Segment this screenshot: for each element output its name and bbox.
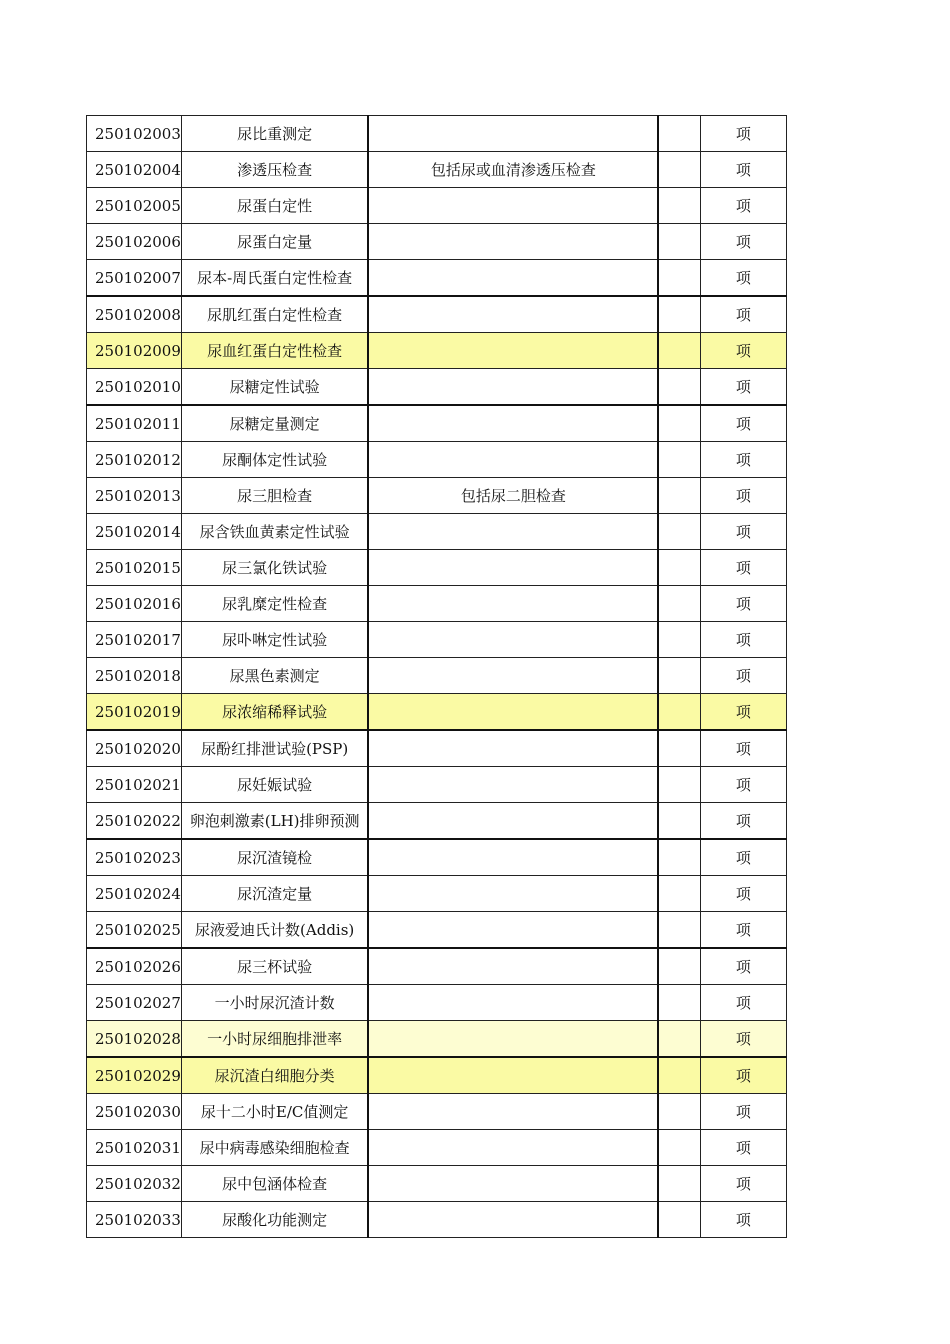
item-code-cell: 250102008 [87,296,182,333]
item-code-cell: 250102004 [87,152,182,188]
empty-cell [658,260,700,297]
table-row [87,948,787,985]
table-row [87,1021,787,1058]
table-row [87,369,787,406]
unit-cell: 项 [700,224,786,260]
item-note-cell [368,876,658,912]
item-name-cell: 尿三杯试验 [181,948,368,985]
item-name-cell: 卵泡刺激素(LH)排卵预测 [181,803,368,840]
item-note-cell [368,550,658,586]
table-row [87,296,787,333]
item-name-cell: 尿本-周氏蛋白定性检查 [181,260,368,297]
unit-cell: 项 [700,694,786,731]
empty-cell [658,188,700,224]
empty-cell [658,876,700,912]
unit-cell: 项 [700,803,786,840]
unit-cell: 项 [700,550,786,586]
table-row [87,550,787,586]
item-code-cell: 250102015 [87,550,182,586]
price-item-table [86,115,787,1238]
unit-cell: 项 [700,1166,786,1202]
empty-cell [658,1202,700,1238]
item-code-cell: 250102021 [87,767,182,803]
item-code-cell: 250102012 [87,442,182,478]
table-row [87,803,787,840]
empty-cell [658,622,700,658]
unit-cell: 项 [700,369,786,406]
table-row [87,260,787,297]
item-code-cell: 250102017 [87,622,182,658]
item-note-cell [368,333,658,369]
item-note-cell [368,839,658,876]
empty-cell [658,116,700,152]
item-note-cell [368,514,658,550]
item-name-cell: 尿血红蛋白定性检查 [181,333,368,369]
item-name-cell: 尿含铁血黄素定性试验 [181,514,368,550]
unit-cell: 项 [700,1057,786,1094]
unit-cell: 项 [700,1130,786,1166]
table-row [87,767,787,803]
empty-cell [658,296,700,333]
item-name-cell: 尿沉渣镜检 [181,839,368,876]
item-name-cell: 尿十二小时E/C值测定 [181,1094,368,1130]
empty-cell [658,1166,700,1202]
item-name-cell: 尿中包涵体检查 [181,1166,368,1202]
table-row [87,188,787,224]
table-row [87,405,787,442]
unit-cell: 项 [700,876,786,912]
empty-cell [658,405,700,442]
item-name-cell: 尿黑色素测定 [181,658,368,694]
table-row [87,839,787,876]
unit-cell: 项 [700,912,786,949]
item-note-cell [368,694,658,731]
item-name-cell: 尿糖定量测定 [181,405,368,442]
item-name-cell: 尿酚红排泄试验(PSP) [181,730,368,767]
unit-cell: 项 [700,296,786,333]
unit-cell: 项 [700,730,786,767]
item-code-cell: 250102018 [87,658,182,694]
unit-cell: 项 [700,767,786,803]
item-note-cell [368,1021,658,1058]
item-note-cell [368,224,658,260]
table-row [87,442,787,478]
unit-cell: 项 [700,985,786,1021]
table-row [87,224,787,260]
item-note-cell [368,985,658,1021]
table-row [87,622,787,658]
item-name-cell: 一小时尿细胞排泄率 [181,1021,368,1058]
item-note-cell [368,260,658,297]
item-name-cell: 尿沉渣定量 [181,876,368,912]
item-name-cell: 尿三氯化铁试验 [181,550,368,586]
item-name-cell: 尿浓缩稀释试验 [181,694,368,731]
table-body [87,116,787,1238]
item-name-cell: 尿糖定性试验 [181,369,368,406]
item-name-cell: 尿蛋白定性 [181,188,368,224]
unit-cell: 项 [700,622,786,658]
unit-cell: 项 [700,1021,786,1058]
item-code-cell: 250102022 [87,803,182,840]
empty-cell [658,1094,700,1130]
unit-cell: 项 [700,333,786,369]
item-code-cell: 250102003 [87,116,182,152]
empty-cell [658,694,700,731]
item-code-cell: 250102032 [87,1166,182,1202]
item-note-cell [368,730,658,767]
table-row [87,1202,787,1238]
empty-cell [658,1057,700,1094]
item-name-cell: 尿沉渣白细胞分类 [181,1057,368,1094]
empty-cell [658,912,700,949]
item-note-cell [368,1202,658,1238]
unit-cell: 项 [700,116,786,152]
item-code-cell: 250102029 [87,1057,182,1094]
item-code-cell: 250102007 [87,260,182,297]
item-note-cell [368,1166,658,1202]
item-code-cell: 250102016 [87,586,182,622]
item-name-cell: 尿中病毒感染细胞检查 [181,1130,368,1166]
item-name-cell: 尿酸化功能测定 [181,1202,368,1238]
table-row [87,694,787,731]
item-name-cell: 尿比重测定 [181,116,368,152]
unit-cell: 项 [700,478,786,514]
item-note-cell [368,1130,658,1166]
table-row [87,514,787,550]
item-code-cell: 250102019 [87,694,182,731]
empty-cell [658,1130,700,1166]
empty-cell [658,586,700,622]
item-code-cell: 250102010 [87,369,182,406]
item-note-cell [368,369,658,406]
table-row [87,985,787,1021]
item-note-cell [368,405,658,442]
item-code-cell: 250102011 [87,405,182,442]
unit-cell: 项 [700,1202,786,1238]
item-name-cell: 渗透压检查 [181,152,368,188]
table-row [87,586,787,622]
item-note-cell [368,586,658,622]
item-code-cell: 250102023 [87,839,182,876]
item-name-cell: 尿三胆检查 [181,478,368,514]
empty-cell [658,839,700,876]
item-note-cell: 包括尿或血清渗透压检查 [368,152,658,188]
item-note-cell [368,948,658,985]
item-code-cell: 250102020 [87,730,182,767]
unit-cell: 项 [700,839,786,876]
unit-cell: 项 [700,658,786,694]
empty-cell [658,658,700,694]
item-note-cell [368,1057,658,1094]
empty-cell [658,369,700,406]
unit-cell: 项 [700,188,786,224]
empty-cell [658,333,700,369]
item-name-cell: 尿肌红蛋白定性检查 [181,296,368,333]
item-name-cell: 尿液爱迪氏计数(Addis) [181,912,368,949]
empty-cell [658,478,700,514]
unit-cell: 项 [700,260,786,297]
item-code-cell: 250102009 [87,333,182,369]
table-row [87,1094,787,1130]
table-row [87,116,787,152]
table-row [87,876,787,912]
item-code-cell: 250102006 [87,224,182,260]
item-code-cell: 250102014 [87,514,182,550]
empty-cell [658,730,700,767]
unit-cell: 项 [700,1094,786,1130]
table-row [87,152,787,188]
empty-cell [658,514,700,550]
item-code-cell: 250102031 [87,1130,182,1166]
table-row [87,730,787,767]
item-note-cell [368,116,658,152]
item-code-cell: 250102013 [87,478,182,514]
empty-cell [658,767,700,803]
item-note-cell [368,767,658,803]
item-code-cell: 250102028 [87,1021,182,1058]
table-row [87,1130,787,1166]
item-code-cell: 250102030 [87,1094,182,1130]
item-note-cell [368,442,658,478]
empty-cell [658,550,700,586]
empty-cell [658,152,700,188]
empty-cell [658,442,700,478]
item-note-cell [368,912,658,949]
item-code-cell: 250102033 [87,1202,182,1238]
item-name-cell: 尿卟啉定性试验 [181,622,368,658]
table-row [87,1057,787,1094]
table-row [87,658,787,694]
empty-cell [658,1021,700,1058]
item-note-cell: 包括尿二胆检查 [368,478,658,514]
item-code-cell: 250102005 [87,188,182,224]
item-name-cell: 一小时尿沉渣计数 [181,985,368,1021]
item-code-cell: 250102025 [87,912,182,949]
empty-cell [658,224,700,260]
unit-cell: 项 [700,948,786,985]
table-row [87,478,787,514]
item-name-cell: 尿乳糜定性检查 [181,586,368,622]
unit-cell: 项 [700,405,786,442]
item-name-cell: 尿酮体定性试验 [181,442,368,478]
unit-cell: 项 [700,586,786,622]
item-code-cell: 250102024 [87,876,182,912]
table-row [87,333,787,369]
item-name-cell: 尿妊娠试验 [181,767,368,803]
item-note-cell [368,622,658,658]
item-note-cell [368,188,658,224]
unit-cell: 项 [700,442,786,478]
item-note-cell [368,803,658,840]
empty-cell [658,803,700,840]
table-row [87,912,787,949]
item-note-cell [368,1094,658,1130]
item-note-cell [368,296,658,333]
item-name-cell: 尿蛋白定量 [181,224,368,260]
item-code-cell: 250102027 [87,985,182,1021]
unit-cell: 项 [700,514,786,550]
item-note-cell [368,658,658,694]
item-code-cell: 250102026 [87,948,182,985]
empty-cell [658,948,700,985]
empty-cell [658,985,700,1021]
unit-cell: 项 [700,152,786,188]
table-row [87,1166,787,1202]
